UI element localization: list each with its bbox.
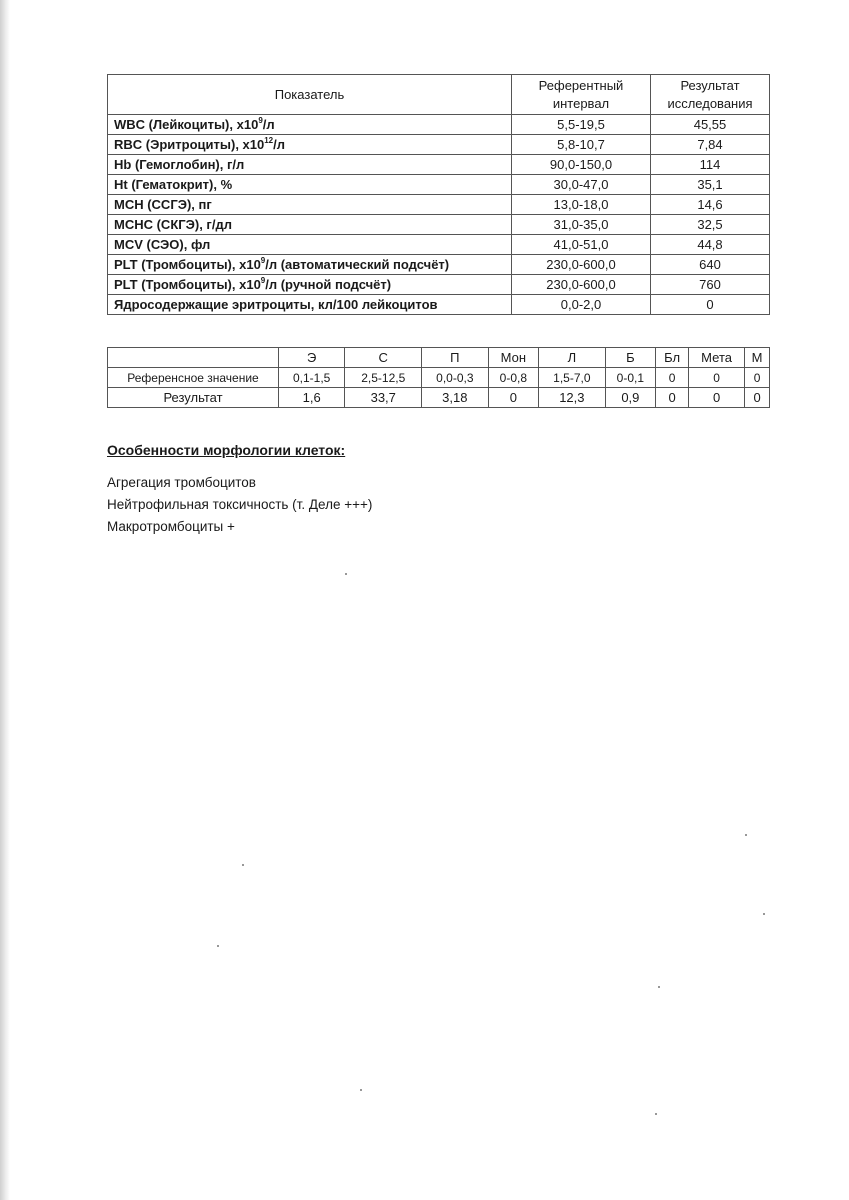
morphology-item: Нейтрофильная токсичность (т. Деле +++) [107,497,373,512]
indicator-name [108,175,512,195]
scan-edge-shadow [0,0,10,1200]
test-result: 45,55 [651,115,770,135]
scan-speck [345,573,347,575]
formula-reference-value: 0,1-1,5 [279,368,345,388]
indicator-name-suffix: /л (ручной подсчёт) [265,277,392,292]
unit-exponent: 9 [258,116,263,125]
formula-result-value: 0 [656,388,689,408]
table-row [108,135,770,155]
formula-header-empty-cell [108,348,279,368]
table-header-row [108,75,770,115]
indicator-name [108,295,512,315]
formula-result-value: 0 [745,388,770,408]
indicator-name-text: Ht (Гематокрит), % [114,177,233,192]
formula-result-value: 3,18 [422,388,488,408]
indicator-name-text: MCHC (СКГЭ), г/дл [114,217,232,232]
formula-reference-value: 0,0-0,3 [422,368,488,388]
table-row [108,155,770,175]
formula-result-value: 0 [689,388,745,408]
indicator-name [108,155,512,175]
table-row [108,275,770,295]
test-result: 114 [651,155,770,175]
formula-reference-row [108,368,770,388]
table-row [108,255,770,275]
formula-reference-value: 2,5-12,5 [345,368,422,388]
formula-column-header: Э [279,348,345,368]
formula-reference-label: Референсное значение [108,368,279,388]
test-result: 35,1 [651,175,770,195]
scan-speck [360,1089,362,1091]
formula-column-header: С [345,348,422,368]
formula-reference-value: 0 [656,368,689,388]
header-reference: Референтный интервал [512,75,651,115]
formula-column-header: Л [539,348,605,368]
reference-interval: 5,5-19,5 [512,115,651,135]
indicator-name [108,195,512,215]
formula-column-header: Мета [689,348,745,368]
reference-interval: 5,8-10,7 [512,135,651,155]
leukocyte-formula-table [107,347,770,408]
formula-result-value: 33,7 [345,388,422,408]
indicator-name-suffix: /л [262,117,275,132]
formula-reference-value: 1,5-7,0 [539,368,605,388]
indicator-name-suffix: /л [273,137,286,152]
table-row [108,235,770,255]
indicator-name [108,135,512,155]
reference-interval: 90,0-150,0 [512,155,651,175]
scan-speck [658,986,660,988]
morphology-item: Агрегация тромбоцитов [107,475,256,490]
indicator-name-suffix: /л (автоматический подсчёт) [265,257,450,272]
formula-reference-value: 0-0,1 [605,368,656,388]
scan-speck [745,834,747,836]
unit-exponent: 9 [260,256,266,265]
reference-interval: 41,0-51,0 [512,235,651,255]
unit-exponent: 9 [260,276,266,285]
table-row [108,175,770,195]
formula-column-header: П [422,348,488,368]
indicator-name-text: Ядросодержащие эритроциты, кл/100 лейкоцитов [114,297,438,312]
table-row [108,215,770,235]
formula-column-header: Бл [656,348,689,368]
indicator-name [108,115,512,135]
blood-test-rows [108,115,770,315]
indicator-name [108,255,512,275]
table-row [108,195,770,215]
test-result: 32,5 [651,215,770,235]
formula-reference-value: 0 [689,368,745,388]
formula-result-value: 0,9 [605,388,656,408]
reference-interval: 230,0-600,0 [512,255,651,275]
test-result: 640 [651,255,770,275]
indicator-name-text: Hb (Гемоглобин), г/л [114,157,245,172]
formula-reference-value: 0-0,8 [488,368,539,388]
indicator-name-text: WBC (Лейкоциты), х10 [114,117,259,132]
indicator-name-text: MCV (СЭО), фл [114,237,211,252]
formula-column-header: Мон [488,348,539,368]
table-row [108,115,770,135]
formula-column-header: Б [605,348,656,368]
indicator-name [108,275,512,295]
formula-result-value: 0 [488,388,539,408]
morphology-item: Макротромбоциты + [107,519,235,534]
test-result: 14,6 [651,195,770,215]
formula-column-header: М [745,348,770,368]
scan-speck [217,945,219,947]
indicator-name-text: PLT (Тромбоциты), х10 [114,277,261,292]
reference-interval: 31,0-35,0 [512,215,651,235]
scan-speck [763,913,765,915]
formula-result-label: Результат [108,388,279,408]
table-row [108,295,770,315]
indicator-name-text: RBC (Эритроциты), х10 [114,137,265,152]
indicator-name-text: MCH (ССГЭ), пг [114,197,212,212]
test-result: 760 [651,275,770,295]
formula-header-row [108,348,770,368]
test-result: 0 [651,295,770,315]
indicator-name [108,215,512,235]
blood-test-table [107,74,770,315]
header-indicator: Показатель [108,75,512,115]
scan-speck [242,864,244,866]
formula-result-row [108,388,770,408]
indicator-name [108,235,512,255]
unit-exponent: 12 [264,136,274,145]
reference-interval: 230,0-600,0 [512,275,651,295]
header-result: Результат исследования [651,75,770,115]
reference-interval: 30,0-47,0 [512,175,651,195]
formula-result-value: 12,3 [539,388,605,408]
morphology-list [107,472,372,538]
indicator-name-text: PLT (Тромбоциты), х10 [114,257,261,272]
morphology-title: Особенности морфологии клеток: [107,442,346,458]
reference-interval: 0,0-2,0 [512,295,651,315]
test-result: 7,84 [651,135,770,155]
test-result: 44,8 [651,235,770,255]
scan-speck [655,1113,657,1115]
reference-interval: 13,0-18,0 [512,195,651,215]
formula-reference-value: 0 [745,368,770,388]
formula-result-value: 1,6 [279,388,345,408]
